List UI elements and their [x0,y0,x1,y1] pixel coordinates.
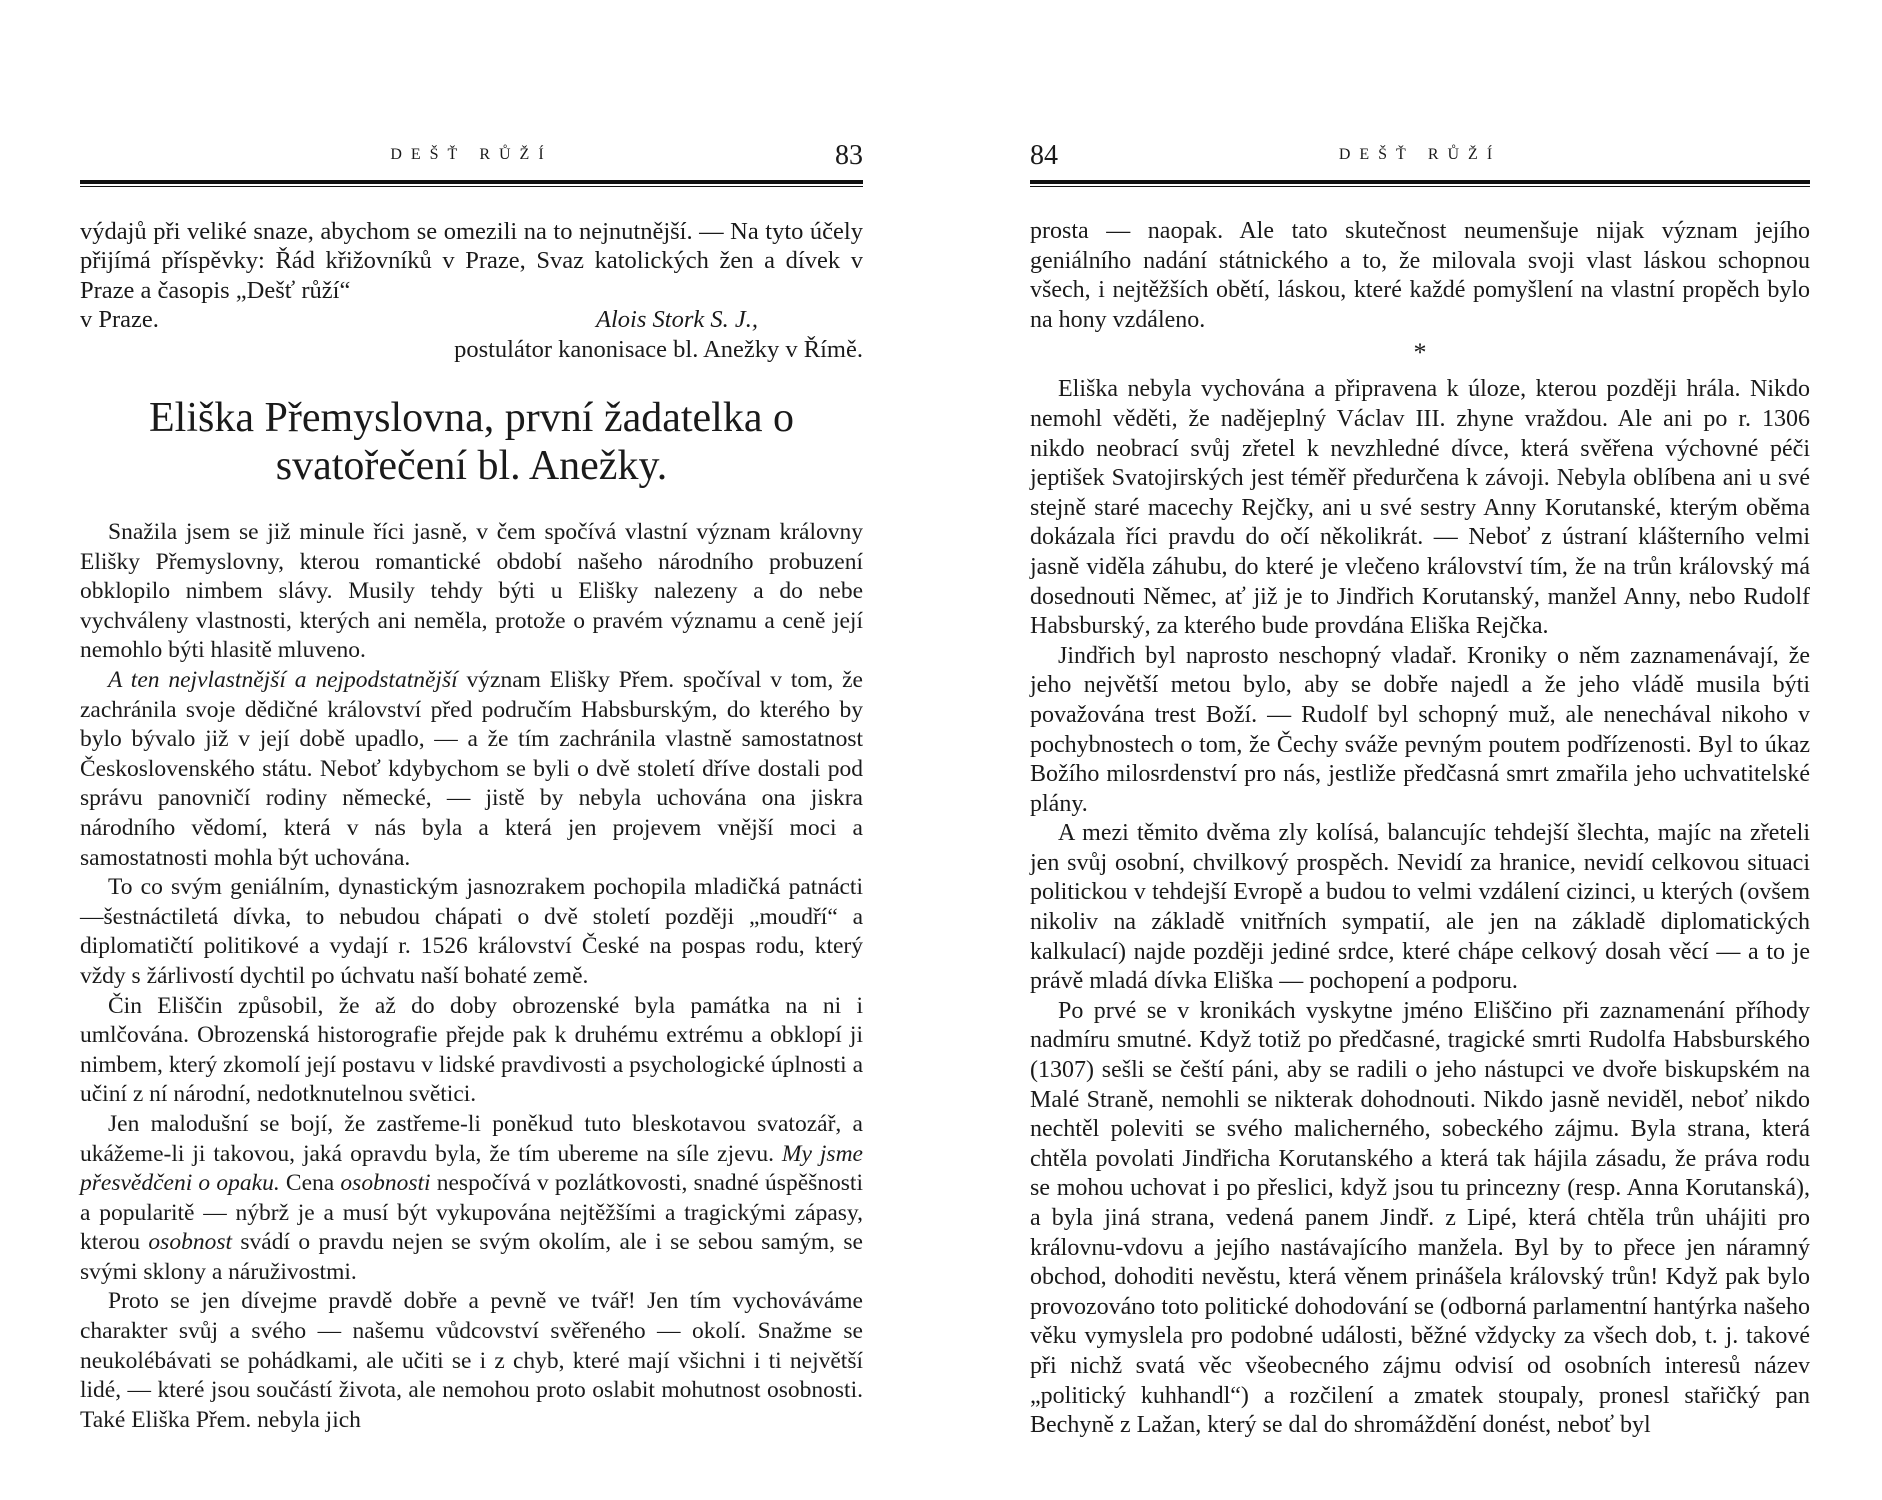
paragraph: Snažila jsem se již minule říci jasně, v čem spočívá vlastní význam královny Elišky Přemyslovny, kterou romantické období našeho národního probuzení obklopilo nimbem slávy. Musily tehdy býti u Elišky nalezeny a do nebe vychváleny vlastnosti, kterých ani neměla, protože o pravém významu a ceně její nemohlo býti hlasitě mluveno. [80,519,863,664]
article-title: Eliška Přemyslovna, první žadatelka o svatořečení bl. Anežky. [149,395,794,490]
section-ornament: * [1413,338,1427,368]
running-title: DEŠŤ RŮŽÍ [1338,146,1502,163]
page-number: 84 [1030,140,1058,171]
left-body [80,217,863,364]
article-body [80,518,863,1435]
left-page [80,140,863,1435]
right-page [1030,140,1810,1441]
intro-paragraph: výdajů při veliké snaze, abychom se omezili na to nejnutnější. — Na tyto účely přijímá příspěvky: Řád křižovníků v Praze, Svaz katolických žen a dívek v Praze a časopis „Dešť růží“ [80,218,863,304]
header-rule [80,180,863,187]
paragraph: Jindřich byl naprosto neschopný vladař. Kroniky o něm zaznamenávají, že jeho největší metou bylo, aby se dobře najedl a že jeho vládě musila býti považována trest Boží. — Rudolf byl schopný muž, ale nenechával nikoho v pochybnostech o tom, že Čechy sváže pevným poutem podřízenosti. Byl to úkaz Božího milosrdenství pro nás, jestliže předčasná smrt zmařila jeho uchvatitelské plány. [1030,642,1810,817]
emphasis: My jsme přesvědčeni o opaku. [80,1140,863,1197]
paragraph: Eliška nebyla vychována a připravena k úloze, kterou později hrála. Nikdo nemohl věděti, že nadějeplný Václav III. zhyne vraždou. Ale ani po r. 1306 nikdo neobrací svůj zřetel k nevzhledné dívce, která svěřena výchovné péči jeptišek Svatojirských jest téměř předurčena k závoji. Nebyla oblíbena ani u své stejně staré macechy Rejčky, ani u své sestry Anny Korutanské, kterým oběma dokázala říci pravdu do očí několikrát. — Neboť z ústraní klášterního velmi jasně viděla záhubu, do které je vlečeno království tím, že na trůn královský má dosednouti Němec, ať již je to Jindřich Korutanský, manžel Anny, nebo Rudolf Habsburský, za kterého bude provdána Eliška Rejčka. [1030,376,1810,640]
paragraph: Jen malodušní se bojí, že zastřeme-li poněkud tuto bleskotavou svatozář, a ukážeme-li ji takovou, jaká opravdu byla, že tím ubereme na síle zjevu. My jsme přesvědčeni o opaku. Cena osobnosti nespočívá v pozlátkovosti, snadné úspěšnosti a popularitě — nýbrž je a musí být vykupována nejtěžšími a tragickými zápasy, kterou osobnost svádí o pravdu nejen se svým okolím, ale i se sebou samým, se svými sklony a náruživostmi. [80,1110,863,1285]
left-page-header [80,140,863,180]
paragraph: Po prvé se v kronikách vyskytne jméno Eliščino při zaznamenání příhody nadmíru smutné. Když totiž po předčasné, tragické smrti Rudolfa Habsburského (1307) sešli se čeští páni, aby se radili o jeho nástupci ve dvoře biskupském na Malé Straně, nemohli se nikterak dohodnouti. Nikdo jasně neviděl, neboť nikdo nechtěl poleviti se svého malicherného, sobeckého zájmu. Byla strana, která chtěla povolati Jindřicha Korutanského a která tak hájila zásadu, že práva rodu se mohou uchovat i po přeslici, když jsou tu princezny (resp. Anna Korutanská), a byla jiná strana, vedená panem Jindř. z Lipé, která chtěla trůn uhájiti pro královnu-vdovu a jejího nastávajícího manžela. Byl by to přece jen náramný obchod, dohoditi nevěstu, která věnem prinášela královský trůn! Když pak bylo provozováno toto politické dohodování se (odborná parlamentní hantýrka našeho věku vymyslela pro podobné události, běžné vždycky za všech dob, t. j. takové při nichž svatá věc všeobecného zájmu odvisí od osobních interesů název „politický kuhhandl“) a rozčilení a zmatek stoupaly, pronesl stařičký pan Bechyně z Lažan, který se dal do shromáždění donést, neboť byl [1030,997,1810,1439]
paragraph: Proto se jen dívejme pravdě dobře a pevně ve tvář! Jen tím vychováváme charakter svůj a svého — našemu vůdcovství svěřeného — okolí. Snažme se neukolébávati se pohádkami, ale učiti se i z chyb, které mají všichni i ti největší lidé, — které jsou součástí života, ale nemohou proto oslabit mohutnost osobnosti. Také Eliška Přem. nebyla jich [80,1288,863,1433]
emphasis: osobnosti [340,1170,431,1197]
right-page-header [1030,140,1810,180]
right-body [1030,217,1810,1441]
paragraph: prosta — naopak. Ale tato skutečnost neumenšuje nijak význam jejího geniálního nadání státnického a to, že milovala svoji vlast láskou schopnou všech, i nejtěžších obětí, láskou, které každé pomyšlení na vlastní propěch bylo na hony vzdáleno. [1030,218,1810,333]
header-rule [1030,180,1810,187]
postulator-line: postulátor kanonisace bl. Anežky v Římě. [454,335,863,363]
page-number: 83 [835,140,863,171]
emphasis: A ten nejvlastnější a nejpodstatnější [108,667,458,693]
paragraph: A ten nejvlastnější a nejpodstatnější význam Elišky Přem. spočíval v tom, že zachránila svoje dědičné království před područím Habsburským, do kterého by bylo bývalo již v její době upadlo, — a že tím zachránila vlastně samostatnost Československého státu. Neboť kdybychom se byli o dvě století dříve dostali pod správu panovničí rodiny německé, — jistě by nebyla uchována ona jiskra národního vědomí, která v nás byla a která jen projevem vnější moci a samostatnosti mohla být uchována. [80,667,863,871]
signature-name: Alois Stork S. J., [596,306,758,334]
signature-line [80,305,863,334]
running-title: DEŠŤ RŮŽÍ [390,146,553,163]
paragraph: Čin Eliščin způsobil, že až do doby obrozenské byla památka na ni i umlčována. Obrozenská historografie přejde pak k druhému extrému a obklopí ji nimbem, který zkomolí její postavu v lidské pravdivosti a psychologické úplnosti a učiní z ní národní, nedotknutelnou světici. [80,992,863,1108]
paragraph: A mezi těmito dvěma zly kolísá, balancujíc tehdejší šlechta, majíc na zřeteli jen svůj osobní, chvilkový prospěch. Nevidí za hranice, nevidí celkovou situaci politickou v tehdejší Evropě a budou to velmi vzdálení cizinci, u kterých (ovšem nikoliv na základě vnitřních sympatií, ale jen na základě diplomatických kalkulací) najde později jediné srdce, které chápe celkový dosah věcí — a to je právě mladá dívka Eliška — pochopení a podporu. [1030,820,1810,995]
signature-prefix: v Praze. [80,306,159,334]
paragraph: To co svým geniálním, dynastickým jasnozrakem pochopila mladičká patnácti—šestnáctiletá dívka, to nebudou chápati o dvě století později „moudří“ a diplomatičtí politikové a vydají r. 1526 království České na pospas rodu, který vždy s žárlivostí dychtil po úchvatu naší bohaté země. [80,874,863,989]
emphasis: osobnost [148,1229,232,1256]
